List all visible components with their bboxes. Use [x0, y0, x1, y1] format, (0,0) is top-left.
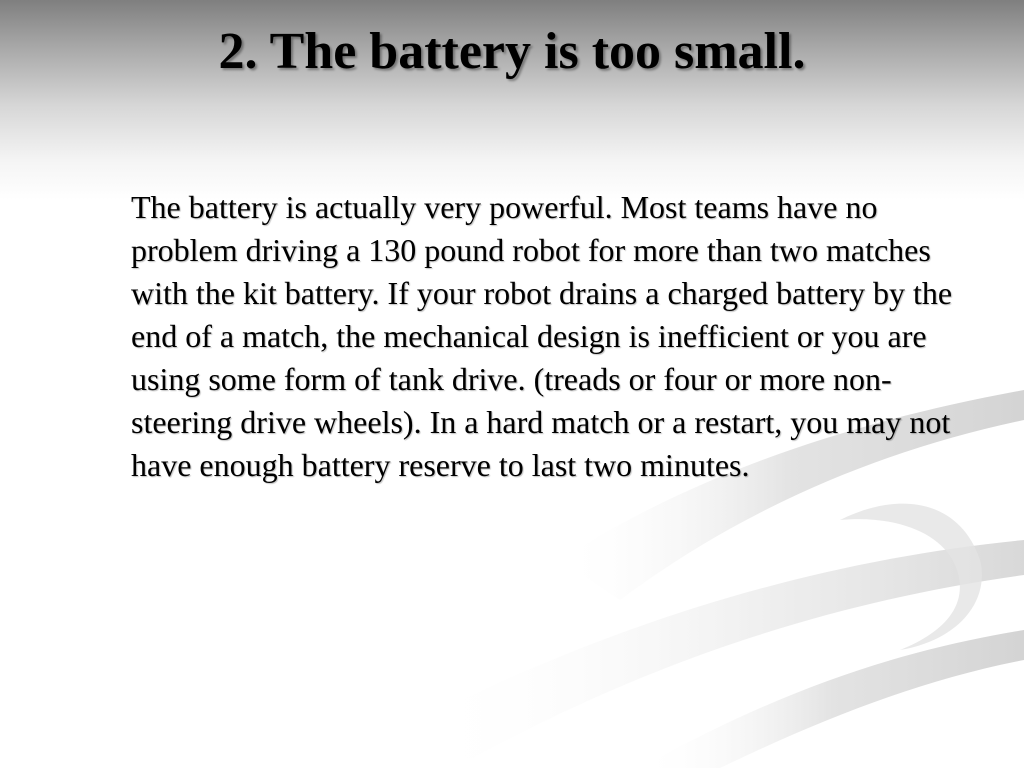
slide-title: 2. The battery is too small.: [218, 23, 806, 80]
slide-body-text: The battery is actually very powerful. Most teams have no problem driving a 130 pound robot for more than two matches with the kit battery. If your robot drains a charged battery by the end of a match, the mechanical design is inefficient or you are using some form of tank drive. (treads or four or more non-steering drive wheels). In a hard match or a restart, you may not have enough battery reserve to last two minutes.: [131, 189, 953, 483]
